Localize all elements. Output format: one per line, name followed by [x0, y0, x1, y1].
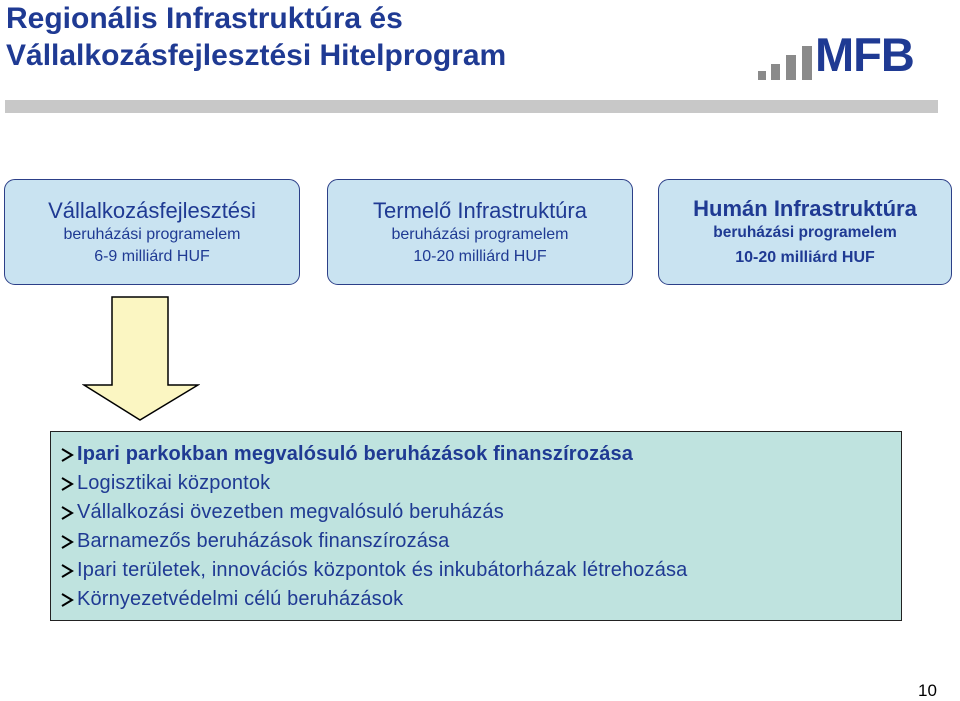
page-number: 10 [918, 681, 937, 700]
logo-text: MFB [815, 28, 914, 81]
chevron-right-icon [60, 477, 74, 491]
program-box-human [658, 179, 952, 285]
down-arrow-icon [82, 296, 200, 422]
chevron-right-icon [60, 593, 74, 607]
box-amount: 6-9 milliárd HUF [94, 247, 210, 265]
mfb-logo [758, 28, 950, 81]
eligible-investments-list [50, 431, 902, 621]
slide-title-line1: Regionális Infrastruktúra és [6, 2, 403, 35]
list-item [60, 469, 901, 498]
box-subtitle: beruházási programelem [713, 224, 897, 241]
logo-bar-icon [802, 46, 812, 80]
box-title: Vállalkozásfejlesztési [48, 197, 256, 223]
chevron-right-icon [60, 564, 74, 578]
logo-bar-icon [771, 64, 780, 80]
list-item-text: Logisztikai központok [77, 472, 271, 494]
list-item [60, 440, 901, 469]
list-item-text: Vállalkozási övezetben megvalósuló beruházás [77, 501, 504, 523]
box-title: Humán Infrastruktúra [693, 196, 917, 221]
list-item-text: Ipari területek, innovációs központok és inkubátorházak létrehozása [77, 559, 688, 581]
list-item-text: Barnamezős beruházások finanszírozása [77, 530, 450, 552]
list-item-text: Környezetvédelmi célú beruházások [77, 588, 404, 610]
box-subtitle: beruházási programelem [63, 225, 241, 243]
logo-bar-icon [786, 55, 796, 80]
chevron-right-icon [60, 535, 74, 549]
list-item-text: Ipari parkokban megvalósuló beruházások finanszírozása [77, 443, 634, 465]
slide-title [6, 0, 506, 74]
title-divider [5, 100, 938, 113]
box-amount: 10-20 milliárd HUF [735, 249, 875, 266]
list-item [60, 498, 901, 527]
slide-title-line2: Vállalkozásfejlesztési Hitelprogram [6, 39, 507, 72]
box-title: Termelő Infrastruktúra [373, 197, 587, 223]
list-item [60, 585, 901, 614]
box-amount: 10-20 milliárd HUF [413, 247, 547, 265]
program-box-vallalkozasfejlesztesi [4, 179, 300, 285]
box-subtitle: beruházási programelem [391, 225, 569, 243]
chevron-right-icon [60, 506, 74, 520]
list-item [60, 527, 901, 556]
program-box-termelo [327, 179, 633, 285]
list-item [60, 556, 901, 585]
logo-bar-icon [758, 71, 766, 80]
chevron-right-icon [60, 448, 74, 462]
